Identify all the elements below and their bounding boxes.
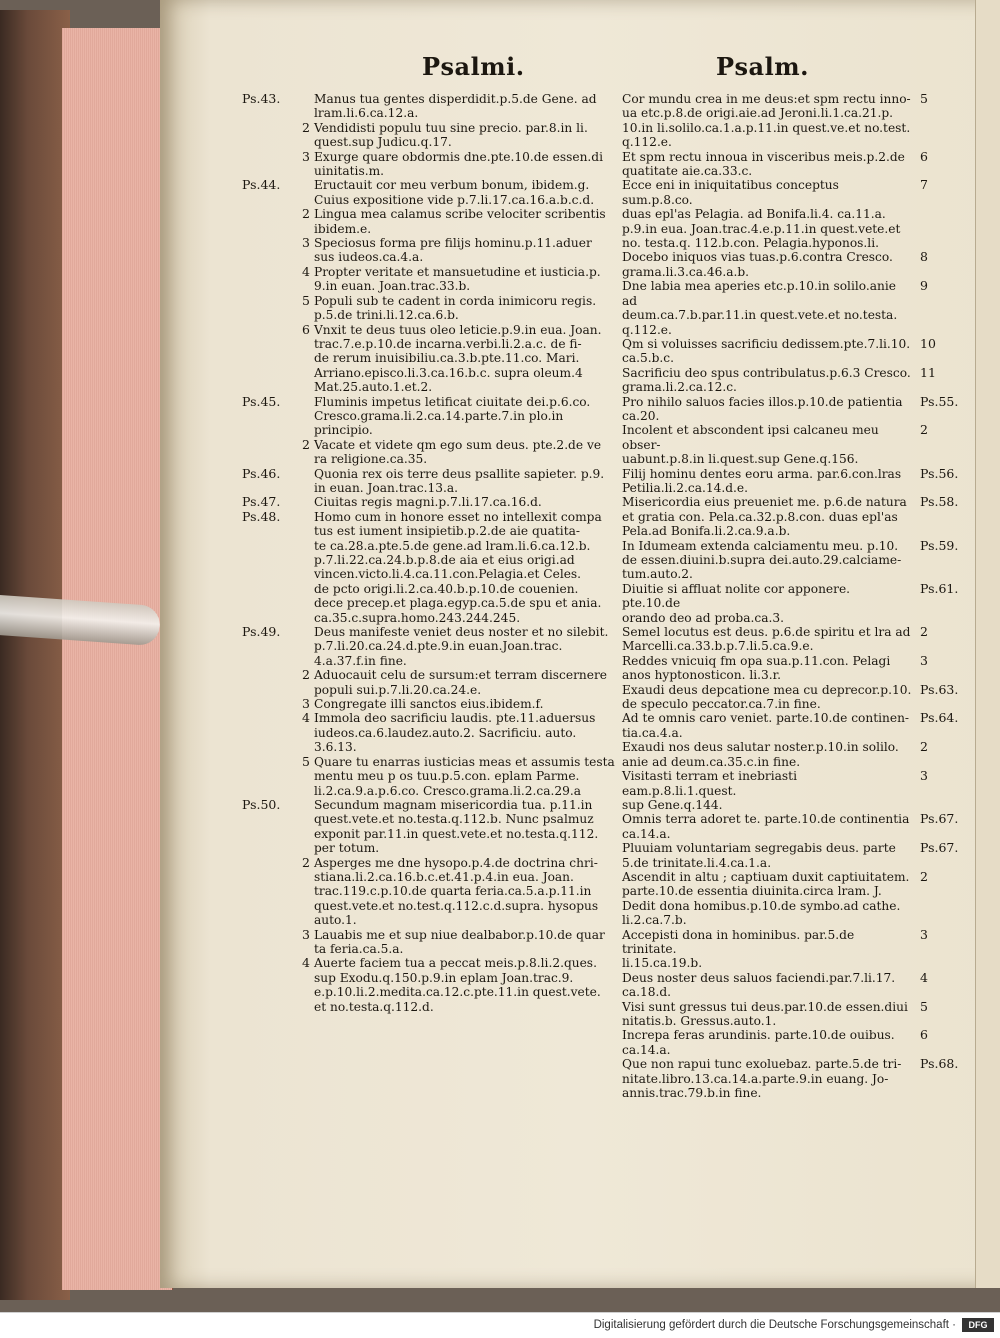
psalm-entry — [242, 438, 632, 467]
margin-marker: Ps.59. — [920, 537, 959, 553]
entry-text: Et spm rectu innoua in visceribus meis.p.2.de quatitate aie.ca.33.c. — [622, 149, 905, 179]
psalm-entry — [242, 711, 632, 754]
entry-text: Congregate illi sanctos eius.ibidem.f. — [314, 697, 544, 712]
psalm-entry — [242, 467, 632, 496]
entry-text: Ascendit in altu ; captiuam duxit captiuitatem. parte.10.de essentia diuinita.circa lram. J. — [622, 869, 910, 899]
verse-number: 5 — [302, 292, 310, 308]
verse-number — [296, 395, 314, 438]
psalm-entry — [622, 366, 972, 395]
entry-text: Sacrificiu deo spus contribulatus.p.6.3 Cresco. grama.li.2.ca.12.c. — [622, 365, 911, 395]
verse-number: 4 — [302, 955, 310, 971]
entry-text: Exurge quare obdormis dne.pte.10.de essen.di uinitatis.m. — [314, 149, 604, 179]
margin-marker: 2 — [920, 868, 928, 884]
entry-text: Deus manifeste veniet deus noster et no silebit. p.7.li.20.ca.24.d.pte.9.in euan.Joan.trac. 4.a.37.f.in fine. — [314, 625, 609, 668]
verse-number: 2 — [302, 667, 310, 683]
psalm-entry — [622, 279, 972, 337]
psalm-reference: Ps.43. — [242, 91, 281, 106]
entry-text: Auerte faciem tua a peccat meis.p.8.li.2.ques. sup Exodu.q.150.p.9.in eplam Joan.trac.9. e.p.10.li.2.medita.ca.12.c.pte.11.in quest.vete. et no.testa.q.112.d. — [314, 956, 601, 1014]
psalm-entry — [622, 841, 972, 870]
verse-number: 4 — [302, 710, 310, 726]
book-spine-edge — [0, 10, 70, 1300]
entry-text: Lingua mea calamus scribe velociter scribentis ibidem.e. — [314, 207, 606, 236]
psalm-reference — [242, 121, 296, 150]
entry-text: Fluminis impetus letificat ciuitate dei.p.6.co. Cresco.grama.li.2.ca.14.parte.7.in plo.in principio. — [314, 394, 591, 438]
margin-marker: 9 — [920, 278, 928, 294]
verse-number: 6 — [302, 321, 310, 337]
entry-text: Reddes vnicuiq fm opa sua.p.11.con. Pelagi anos hyptonosticon. li.3.r. — [622, 653, 891, 683]
psalm-reference — [242, 150, 296, 179]
entry-text: Exaudi deus depcatione mea cu deprecor.p.10. de speculo peccator.ca.7.in fine. — [622, 682, 912, 712]
psalm-entry — [622, 740, 972, 769]
psalm-reference — [242, 294, 296, 323]
psalm-entry — [622, 539, 972, 582]
margin-marker: 8 — [920, 249, 928, 265]
entry-text: Populi sub te cadent in corda inimicoru regis. p.5.de trini.li.12.ca.6.b. — [314, 293, 597, 323]
entry-text: Accepisti dona in hominibus. par.5.de trinitate. li.15.ca.19.b. — [622, 927, 855, 971]
verse-number: 3 — [302, 235, 310, 251]
entry-text: Secundum magnam misericordia tua. p.11.in quest.vete.et no.testa.q.112.b. Nunc psalmuz exponit par.11.in quest.vete.et no.testa.q.112. per totum. — [314, 797, 599, 856]
psalm-entry — [622, 92, 972, 150]
verse-number — [296, 510, 314, 625]
margin-marker: 6 — [920, 148, 928, 164]
margin-marker: Ps.67. — [920, 840, 959, 856]
entry-text: Ciuitas regis magni.p.7.li.17.ca.16.d. — [314, 495, 542, 510]
entry-text: Misericordia eius preueniet me. p.6.de natura et gratia con. Pela.ca.32.p.8.con. duas epl'as Pela.ad Bonifa.li.2.ca.9.a.b. — [622, 495, 907, 539]
margin-marker: 7 — [920, 177, 928, 193]
psalm-reference — [242, 236, 296, 265]
entry-text: Deus noster deus saluos faciendi.par.7.li.17. ca.18.d. — [622, 970, 896, 1000]
right-column — [622, 92, 972, 1100]
left-column — [242, 92, 632, 1014]
verse-number: 3 — [302, 696, 310, 712]
psalm-entry — [622, 928, 972, 971]
psalm-entry — [622, 582, 972, 625]
entry-text: Filij hominu dentes eoru arma. par.6.con.lras Petilia.li.2.ca.14.d.e. — [622, 466, 902, 495]
book-page — [160, 0, 1000, 1288]
margin-marker: Ps.64. — [920, 710, 959, 726]
margin-marker: 5 — [920, 998, 928, 1014]
entry-text: Manus tua gentes disperdidit.p.5.de Gene. ad lram.li.6.ca.12.a. — [314, 92, 597, 121]
psalm-entry — [622, 870, 972, 899]
psalm-reference — [242, 207, 296, 236]
psalm-entry — [242, 294, 632, 323]
margin-marker: Ps.68. — [920, 1056, 959, 1072]
footer-bar — [0, 1312, 1000, 1338]
entry-text: Dne labia mea aperies etc.p.10.in solilo.anie ad deum.ca.7.b.par.11.in quest.vete.et no.testa. q.112.e. — [622, 279, 898, 337]
entry-text: Exaudi nos deus salutar noster.p.10.in solilo. anie ad deum.ca.35.c.in fine. — [622, 740, 899, 769]
verse-number — [296, 798, 314, 856]
psalm-entry — [242, 510, 632, 625]
psalm-reference — [242, 755, 296, 798]
entry-text: In Idumeam extenda calciamentu meu. p.10. de essen.diuini.b.supra dei.auto.29.calciame- tum.auto.2. — [622, 538, 902, 582]
heading-left: Psalmi. — [422, 52, 525, 81]
verse-number: 2 — [302, 436, 310, 452]
entry-text: Pro nihilo saluos facies illos.p.10.de patientia ca.20. — [622, 394, 903, 423]
verse-number: 3 — [302, 926, 310, 942]
margin-marker: 2 — [920, 739, 928, 755]
margin-marker: 6 — [920, 1027, 928, 1043]
entry-text: Aduocauit celu de sursum:et terram discernere populi sui.p.7.li.20.ca.24.e. — [314, 668, 608, 697]
verse-number: 5 — [302, 753, 310, 769]
entry-text: Homo cum in honore esset no intellexit compa tus est iument insipietib.p.2.de aie quatita- te ca.28.a.pte.5.de gene.ad lram.li.6.ca.12.b. p.7.li.22.ca.24.b.p.8.de aia et eius origi.ad vincen.victo.li.4.ca.11.con.Pelagia.et Celes. de pcto origi.li.2.ca.40.b.p.10.de couenien. dece precep.et plaga.egyp.ca.5.de spu et ania. ca.35.c.supra.homo.243.244.245. — [314, 509, 602, 625]
entry-text: Incolent et abscondent ipsi calcaneu meu obser- uabunt.p.8.in li.quest.sup Gene.q.156. — [622, 423, 879, 467]
psalm-reference: Ps.49. — [242, 624, 281, 640]
heading-right: Psalm. — [716, 52, 809, 81]
psalm-reference — [242, 323, 296, 395]
psalm-reference — [242, 697, 296, 711]
psalm-entry — [622, 971, 972, 1000]
margin-marker: Ps.58. — [920, 494, 959, 510]
psalm-entry — [622, 423, 972, 466]
margin-marker: 3 — [920, 652, 928, 668]
entry-text: Quonia rex ois terre deus psallite sapieter. p.9. in euan. Joan.trac.13.a. — [314, 466, 605, 495]
margin-marker: 10 — [920, 335, 936, 351]
entry-text: Quare tu enarras iusticias meas et assumis testa mentu meu p os tuu.p.5.con. eplam Parme. li.2.ca.9.a.p.6.co. Cresco.grama.li.2.ca.29.a — [314, 754, 615, 798]
psalm-entry — [622, 654, 972, 683]
entry-text: Visi sunt gressus tui deus.par.10.de essen.diui nitatis.b. Gressus.auto.1. — [622, 999, 908, 1028]
psalm-reference: Ps.48. — [242, 508, 281, 524]
entry-text: Qm si voluisses sacrificiu dedissem.pte.7.li.10. ca.5.b.c. — [622, 336, 911, 366]
psalm-reference — [242, 668, 296, 697]
psalm-entry — [242, 236, 632, 265]
psalm-reference: Ps.50. — [242, 796, 281, 812]
psalm-entry — [622, 812, 972, 841]
psalm-entry — [622, 178, 972, 250]
psalm-entry — [622, 1000, 972, 1029]
psalm-entry — [622, 769, 972, 812]
psalm-entry — [242, 121, 632, 150]
margin-marker: Ps.55. — [920, 393, 959, 409]
funding-notice: Digitalisierung gefördert durch die Deutsche Forschungsgemeinschaft · — [593, 1319, 956, 1331]
psalm-entry — [242, 92, 632, 121]
margin-marker: Ps.56. — [920, 465, 959, 481]
psalm-reference — [242, 711, 296, 754]
entry-text: Docebo iniquos vias tuas.p.6.contra Cresco. grama.li.3.ca.46.a.b. — [622, 250, 893, 279]
entry-text: Semel locutus est deus. p.6.de spiritu et lra ad Marcelli.ca.33.b.p.7.li.5.ca.9.e. — [622, 625, 911, 654]
psalm-entry — [242, 323, 632, 395]
psalm-entry — [622, 683, 972, 712]
entry-text: Increpa feras arundinis. parte.10.de ouibus. ca.14.a. — [622, 1028, 895, 1057]
psalm-entry — [622, 250, 972, 279]
psalm-reference — [242, 956, 296, 1014]
verse-number: 2 — [302, 119, 310, 135]
entry-text: Propter veritate et mansuetudine et iusticia.p. 9.in euan. Joan.trac.33.b. — [314, 264, 601, 294]
psalm-entry — [622, 899, 972, 928]
entry-text: Vendidisti populu tuu sine precio. par.8.in li. quest.sup Judicu.q.17. — [314, 120, 588, 150]
margin-marker: Ps.63. — [920, 681, 959, 697]
facing-page-edge — [975, 0, 1000, 1288]
verse-number: 3 — [302, 148, 310, 164]
psalm-entry — [622, 1057, 972, 1100]
entry-text: Vnxit te deus tuus oleo leticie.p.9.in eua. Joan. trac.7.e.p.10.de incarna.verbi.li.2.a.c. de fi- de rerum inuisibiliu.ca.3.b.pte.11.co. Mari. Arriano.episco.li.3.ca.16.b.c. supra oleum.4 Mat.25.auto.1.et.2. — [314, 322, 602, 395]
entry-text: Immola deo sacrificiu laudis. pte.11.aduersus iudeos.ca.6.laudez.auto.2. Sacrificiu. auto. 3.6.13. — [314, 711, 596, 755]
entry-text: Ad te omnis caro veniet. parte.10.de continen- tia.ca.4.a. — [622, 711, 910, 740]
entry-text: Visitasti terram et inebriasti eam.p.8.li.1.quest. sup Gene.q.144. — [622, 769, 797, 812]
psalm-reference: Ps.47. — [242, 494, 281, 510]
margin-marker: 2 — [920, 422, 928, 438]
psalm-entry — [242, 625, 632, 668]
psalm-reference: Ps.46. — [242, 465, 281, 481]
psalm-reference: Ps.45. — [242, 393, 281, 409]
margin-marker — [912, 899, 972, 928]
psalm-reference: Ps.44. — [242, 177, 281, 193]
psalm-entry — [242, 265, 632, 294]
margin-marker: Ps.61. — [920, 580, 959, 596]
psalm-reference — [242, 856, 296, 928]
entry-text: Dedit dona homibus.p.10.de symbo.ad cathe. li.2.ca.7.b. — [622, 898, 901, 928]
verse-number — [296, 92, 314, 121]
verse-number: 4 — [302, 263, 310, 279]
psalm-reference — [242, 438, 296, 467]
psalm-reference — [242, 265, 296, 294]
psalm-entry — [622, 625, 972, 654]
page-edges — [62, 28, 173, 1290]
psalm-entry — [242, 495, 632, 509]
entry-text: Pluuiam voluntariam segregabis deus. parte 5.de trinitate.li.4.ca.1.a. — [622, 841, 896, 870]
psalm-entry — [622, 1028, 972, 1057]
dfg-logo: DFG — [962, 1318, 994, 1332]
verse-number: 2 — [302, 206, 310, 222]
psalm-entry — [242, 178, 632, 207]
verse-number — [296, 467, 314, 496]
verse-number: 2 — [302, 854, 310, 870]
psalm-entry — [242, 956, 632, 1014]
margin-marker: 11 — [920, 364, 936, 380]
entry-text: Ecce eni in iniquitatibus conceptus sum.p.8.co. duas epl'as Pelagia. ad Bonifa.li.4. ca.11.a. p.9.in eua. Joan.trac.4.e.p.11.in quest.vete.et no. testa.q. 112.b.con. Pelagia.hyponos.li. — [622, 178, 901, 251]
psalm-entry — [242, 207, 632, 236]
psalm-entry — [242, 755, 632, 798]
psalm-entry — [242, 697, 632, 711]
psalm-entry — [622, 467, 972, 496]
entry-text: Speciosus forma pre filijs hominu.p.11.aduer sus iudeos.ca.4.a. — [314, 236, 592, 265]
verse-number — [296, 495, 314, 509]
entry-text: Omnis terra adoret te. parte.10.de continentia ca.14.a. — [622, 812, 910, 841]
psalm-entry — [622, 150, 972, 179]
psalm-entry — [622, 337, 972, 366]
entry-text: Vacate et videte qm ego sum deus. pte.2.de ve ra religione.ca.35. — [314, 437, 602, 467]
verse-number — [296, 625, 314, 668]
entry-text: Diuitie si affluat nolite cor apponere. pte.10.de orando deo ad proba.ca.3. — [622, 581, 851, 625]
margin-marker: 4 — [920, 969, 928, 985]
psalm-entry — [242, 798, 632, 856]
verse-number — [296, 178, 314, 207]
margin-marker: 3 — [920, 926, 928, 942]
psalm-entry — [242, 395, 632, 438]
entry-text: Asperges me dne hysopo.p.4.de doctrina chri- stiana.li.2.ca.16.b.c.et.41.p.4.in eua. Joan. trac.119.c.p.10.de quarta feria.ca.5.a.p.11.in quest.vete.et no.test.q.112.c.d.supra. hysopus auto.1. — [314, 855, 599, 928]
psalm-entry — [622, 711, 972, 740]
margin-marker: 2 — [920, 624, 928, 640]
margin-marker: 3 — [920, 768, 928, 784]
psalm-reference — [242, 928, 296, 957]
psalm-entry — [242, 668, 632, 697]
entry-text: Que non rapui tunc exoluebaz. parte.5.de tri- nitate.libro.13.ca.14.a.parte.9.in euang. Jo- annis.trac.79.b.in fine. — [622, 1057, 902, 1101]
psalm-entry — [242, 856, 632, 928]
psalm-entry — [242, 150, 632, 179]
margin-marker: Ps.67. — [920, 811, 959, 827]
psalm-entry — [622, 395, 972, 424]
entry-text: Eructauit cor meu verbum bonum, ibidem.g. Cuius expositione vide p.7.li.17.ca.16.a.b.c.d. — [314, 178, 595, 207]
entry-text: Lauabis me et sup niue dealbabor.p.10.de quar ta feria.ca.5.a. — [314, 927, 605, 956]
psalm-entry — [622, 495, 972, 538]
entry-text: Cor mundu crea in me deus:et spm rectu inno- ua etc.p.8.de origi.aie.ad Jeroni.li.1.ca.21.p. 10.in li.solilo.ca.1.a.p.11.in quest.ve.et no.test. q.112.e. — [622, 92, 911, 150]
psalm-entry — [242, 928, 632, 957]
margin-marker: 5 — [920, 91, 928, 106]
